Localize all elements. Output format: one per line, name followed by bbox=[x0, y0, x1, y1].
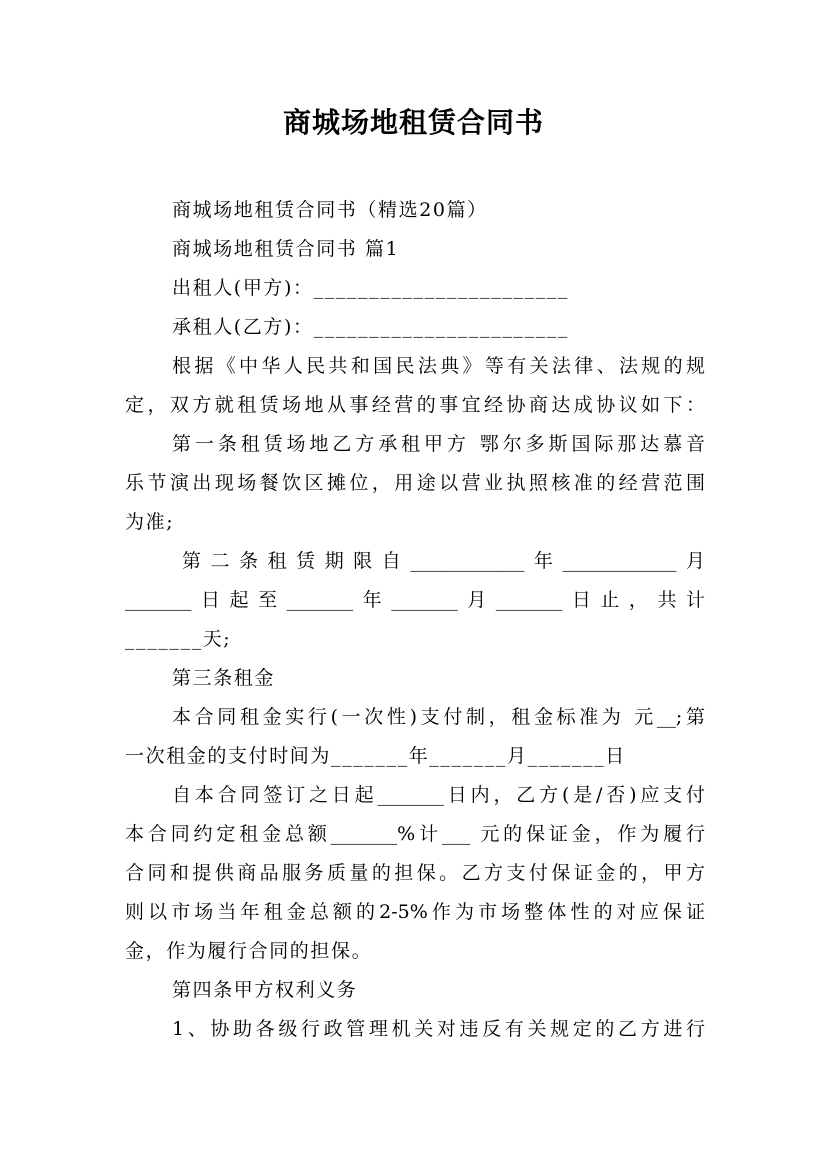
article-4-heading: 第四条甲方权利义务 bbox=[172, 979, 358, 1001]
article-1-line: 为准; bbox=[125, 511, 175, 533]
article-1-line: 乐节演出现场餐饮区摊位，用途以营业执照核准的经营范围 bbox=[125, 472, 705, 494]
article-1-line: 第一条租赁场地乙方承租甲方 鄂尔多斯国际那达慕音 bbox=[172, 433, 705, 455]
article-2-line: _______日起至_______年_______月_______日止，共计 bbox=[125, 589, 705, 611]
article-3-line: 一次租金的支付时间为_______年_______月_______日 bbox=[125, 745, 626, 767]
article-2-line: _______天; bbox=[125, 628, 232, 650]
body-line: 根据《中华人民共和国民法典》等有关法律、法规的规 bbox=[172, 355, 705, 377]
subtitle-line: 商城场地租赁合同书（精选20篇） bbox=[172, 199, 488, 221]
deposit-line: 金，作为履行合同的担保。 bbox=[125, 940, 373, 962]
article-3-heading: 第三条租金 bbox=[172, 667, 276, 689]
lessee-line: 承租人(乙方)：_______________________ bbox=[172, 316, 569, 338]
deposit-line: 合同和提供商品服务质量的担保。乙方支付保证金的，甲方 bbox=[125, 862, 705, 884]
deposit-line: 则以市场当年租金总额的2-5%作为市场整体性的对应保证 bbox=[125, 901, 705, 923]
document-title: 商城场地租赁合同书 bbox=[282, 106, 544, 139]
article-3-line: 本合同租金实行(一次性)支付制，租金标准为 元__;第 bbox=[172, 706, 705, 728]
deposit-line: 本合同约定租金总额_______%计___ 元的保证金，作为履行 bbox=[125, 823, 705, 845]
lessor-line: 出租人(甲方)：_______________________ bbox=[172, 277, 569, 299]
section-heading: 商城场地租赁合同书 篇1 bbox=[172, 238, 400, 260]
article-4-line: 1、协助各级行政管理机关对违反有关规定的乙方进行 bbox=[172, 1018, 705, 1040]
article-2-line: 第二条租赁期限自____________年____________月 bbox=[182, 550, 705, 572]
body-line: 定，双方就租赁场地从事经营的事宜经协商达成协议如下： bbox=[125, 394, 705, 416]
deposit-line: 自本合同签订之日起_______日内，乙方(是/否)应支付 bbox=[172, 784, 705, 806]
